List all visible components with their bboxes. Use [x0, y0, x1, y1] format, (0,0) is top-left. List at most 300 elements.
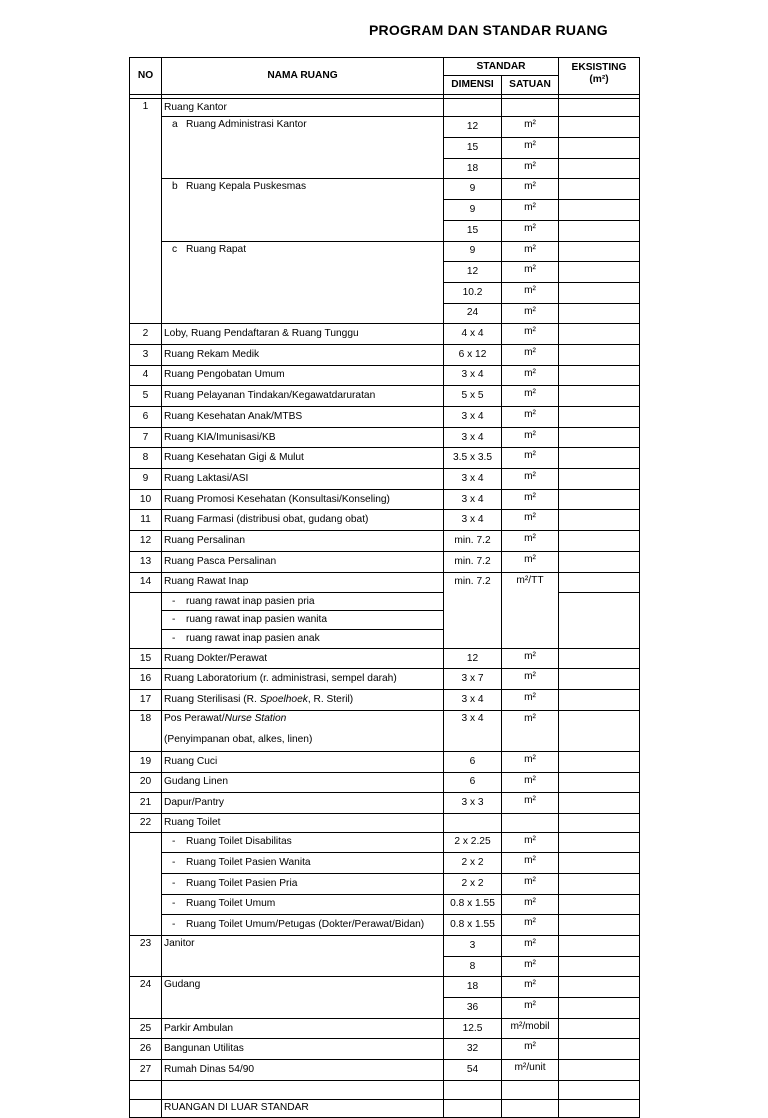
room-name: Ruang Laboratorium (r. administrasi, sempel darah) [162, 669, 444, 690]
unit [502, 894, 559, 915]
unit [502, 936, 559, 957]
unit-label: m² [524, 305, 536, 317]
header-standar: STANDAR [444, 58, 559, 76]
dimension: 12 [444, 262, 502, 283]
unit [502, 551, 559, 572]
unit-label: m² [524, 140, 536, 152]
dimension [444, 1080, 502, 1099]
unit-label: m² [524, 222, 536, 234]
dimension: min. 7.2 [444, 531, 502, 552]
dimension: 3 x 4 [444, 510, 502, 531]
unit-label: m² [524, 512, 536, 524]
existing [559, 853, 640, 874]
dimension: 9 [444, 179, 502, 200]
row-no: 24 [130, 977, 162, 1018]
existing [559, 915, 640, 936]
unit [502, 1099, 559, 1118]
room-name: Dapur/Pantry [162, 793, 444, 814]
sub-room-name: c Ruang Rapat [162, 241, 444, 324]
unit [502, 386, 559, 407]
table-row [130, 894, 640, 915]
table-row [130, 772, 640, 793]
row-no: 15 [130, 648, 162, 669]
existing [559, 1060, 640, 1081]
room-name: Ruang Pengobatan Umum [162, 365, 444, 386]
row-no [130, 873, 162, 894]
table-row [130, 690, 640, 711]
row-no: 7 [130, 427, 162, 448]
row-no [130, 853, 162, 874]
dimension: 6 x 12 [444, 344, 502, 365]
room-name: Ruang Farmasi (distribusi obat, gudang obat) [162, 510, 444, 531]
table-row [130, 592, 640, 611]
dimension: 3 x 4 [444, 710, 502, 751]
room-name: Parkir Ambulan [162, 1018, 444, 1039]
dimension: 5 x 5 [444, 386, 502, 407]
room-name: Rumah Dinas 54/90 [162, 1060, 444, 1081]
table-row [130, 344, 640, 365]
unit-label: m² [524, 671, 536, 683]
dimension: 3 [444, 936, 502, 957]
unit-label: m² [524, 875, 536, 887]
unit [502, 427, 559, 448]
unit-label: m² [524, 712, 536, 724]
existing [559, 489, 640, 510]
unit [502, 648, 559, 669]
existing [559, 1099, 640, 1118]
row-no: 16 [130, 669, 162, 690]
row-no: 8 [130, 448, 162, 469]
dimension: 32 [444, 1039, 502, 1060]
table-row [130, 1080, 640, 1099]
existing [559, 303, 640, 324]
row-no: 20 [130, 772, 162, 793]
row-no: 17 [130, 690, 162, 711]
room-name: Ruang Pasca Persalinan [162, 551, 444, 572]
room-name [162, 1080, 444, 1099]
room-name: Ruang Promosi Kesehatan (Konsultasi/Konseling) [162, 489, 444, 510]
table-row [130, 611, 640, 630]
existing [559, 611, 640, 630]
existing [559, 630, 640, 649]
existing [559, 873, 640, 894]
header-eksisting: EKSISTING (m²) [559, 58, 640, 95]
existing [559, 158, 640, 179]
unit-label: m²/mobil [510, 1020, 550, 1032]
existing [559, 832, 640, 853]
row-no: 9 [130, 469, 162, 490]
unit [502, 1018, 559, 1039]
header-no: NO [130, 58, 162, 95]
dimension: 0.8 x 1.55 [444, 894, 502, 915]
dimension: 3 x 4 [444, 407, 502, 428]
room-name: Ruang Sterilisasi (R. Spoelhoek, R. Steril) [162, 690, 444, 711]
dimension: 0.8 x 1.55 [444, 915, 502, 936]
room-standard-table [129, 57, 640, 1118]
row-no: 13 [130, 551, 162, 572]
table-row [130, 873, 640, 894]
existing [559, 956, 640, 977]
existing [559, 936, 640, 957]
existing [559, 648, 640, 669]
row-no: 18 [130, 710, 162, 751]
dimension: 9 [444, 200, 502, 221]
row-no: 6 [130, 407, 162, 428]
unit-label: m² [524, 160, 536, 172]
table-row [130, 813, 640, 832]
room-name: Pos Perawat/Nurse Station (Penyimpanan obat, alkes, linen) [162, 710, 444, 751]
row-no [130, 592, 162, 611]
sub-room-name: - ruang rawat inap pasien pria [162, 592, 444, 611]
dimension: 36 [444, 998, 502, 1019]
existing [559, 690, 640, 711]
existing [559, 344, 640, 365]
dimension: 3.5 x 3.5 [444, 448, 502, 469]
dimension: 3 x 4 [444, 365, 502, 386]
dimension: 15 [444, 220, 502, 241]
row-no: 27 [130, 1060, 162, 1081]
unit-label: m² [524, 1000, 536, 1012]
unit [502, 1060, 559, 1081]
sub-room-name: - Ruang Toilet Disabilitas [162, 832, 444, 853]
row-no [130, 832, 162, 853]
unit-label: m² [524, 795, 536, 807]
unit [502, 853, 559, 874]
existing [559, 200, 640, 221]
unit [502, 1039, 559, 1060]
header-nama-ruang: NAMA RUANG [162, 58, 444, 95]
unit [502, 407, 559, 428]
room-name: Ruang KIA/Imunisasi/KB [162, 427, 444, 448]
row-no [130, 894, 162, 915]
existing [559, 572, 640, 592]
unit-label: m² [524, 388, 536, 400]
dimension: 3 x 4 [444, 427, 502, 448]
unit-label: m² [524, 326, 536, 338]
unit-label: m² [524, 753, 536, 765]
page-title: PROGRAM DAN STANDAR RUANG [369, 22, 608, 38]
unit [502, 669, 559, 690]
table-row [130, 832, 640, 853]
unit-label: m² [524, 533, 536, 545]
dimension: 2 x 2 [444, 873, 502, 894]
dimension: 9 [444, 241, 502, 262]
dimension: 3 x 4 [444, 469, 502, 490]
row-no [130, 1080, 162, 1099]
existing [559, 1080, 640, 1099]
unit [502, 630, 559, 649]
table-row [130, 751, 640, 772]
table-row [130, 1060, 640, 1081]
dimension: 24 [444, 303, 502, 324]
row-no: 11 [130, 510, 162, 531]
table-row [130, 710, 640, 751]
unit [502, 469, 559, 490]
sub-room-name: - Ruang Toilet Umum/Petugas (Dokter/Perawat/Bidan) [162, 915, 444, 936]
unit [502, 751, 559, 772]
table-row [130, 630, 640, 649]
room-name: RUANGAN DI LUAR STANDAR [162, 1099, 444, 1118]
existing [559, 469, 640, 490]
room-name: Ruang Rawat Inap [162, 572, 444, 592]
unit-label: m² [524, 202, 536, 214]
existing [559, 448, 640, 469]
row-no: 2 [130, 324, 162, 345]
unit [502, 344, 559, 365]
unit [502, 793, 559, 814]
dimension: 3 x 4 [444, 690, 502, 711]
unit-label: m²/TT [516, 574, 544, 586]
dimension: 3 x 4 [444, 489, 502, 510]
table-row [130, 489, 640, 510]
existing [559, 427, 640, 448]
existing [559, 365, 640, 386]
existing [559, 241, 640, 262]
dimension: 6 [444, 772, 502, 793]
dimension: 6 [444, 751, 502, 772]
table-row [130, 936, 640, 957]
row-no [130, 915, 162, 936]
dimension [444, 611, 502, 630]
dimension: 3 x 7 [444, 669, 502, 690]
room-name: Ruang Persalinan [162, 531, 444, 552]
table-row [130, 1039, 640, 1060]
dimension: 8 [444, 956, 502, 977]
row-no [130, 630, 162, 649]
dimension [444, 813, 502, 832]
dimension: 3 x 3 [444, 793, 502, 814]
table-row [130, 551, 640, 572]
unit [502, 262, 559, 283]
unit-label: m² [524, 119, 536, 131]
row-no: 10 [130, 489, 162, 510]
existing [559, 386, 640, 407]
existing [559, 669, 640, 690]
room-name: Ruang Rekam Medik [162, 344, 444, 365]
table-row [130, 117, 640, 138]
dimension: 18 [444, 977, 502, 998]
table-row [130, 1099, 640, 1118]
table-row [130, 510, 640, 531]
room-name: Ruang Laktasi/ASI [162, 469, 444, 490]
unit-label: m²/unit [514, 1062, 546, 1074]
unit [502, 179, 559, 200]
row-no [130, 611, 162, 630]
existing [559, 531, 640, 552]
unit-label: m² [524, 346, 536, 358]
table-row [130, 324, 640, 345]
table-row [130, 407, 640, 428]
unit [502, 956, 559, 977]
unit [502, 611, 559, 630]
table-row [130, 793, 640, 814]
table-row [130, 669, 640, 690]
table-row [130, 241, 640, 262]
table-row [130, 179, 640, 200]
sub-room-name: - Ruang Toilet Umum [162, 894, 444, 915]
existing [559, 220, 640, 241]
unit [502, 572, 559, 592]
dimension: 4 x 4 [444, 324, 502, 345]
dimension: 18 [444, 158, 502, 179]
dimension [444, 98, 502, 117]
existing [559, 282, 640, 303]
unit [502, 592, 559, 611]
unit [502, 241, 559, 262]
unit-label: m² [524, 692, 536, 704]
existing [559, 407, 640, 428]
existing [559, 98, 640, 117]
header-satuan: SATUAN [502, 76, 559, 95]
unit-label: m² [524, 284, 536, 296]
table-row [130, 365, 640, 386]
table-row [130, 386, 640, 407]
row-no: 22 [130, 813, 162, 832]
room-name: Ruang Cuci [162, 751, 444, 772]
unit [502, 772, 559, 793]
dimension: 12 [444, 117, 502, 138]
room-name: Bangunan Utilitas [162, 1039, 444, 1060]
table-row [130, 977, 640, 998]
sub-room-name: - Ruang Toilet Pasien Pria [162, 873, 444, 894]
unit-label: m² [524, 491, 536, 503]
unit-label: m² [524, 979, 536, 991]
room-name: Ruang Toilet [162, 813, 444, 832]
unit-label: m² [524, 834, 536, 846]
unit-label: m² [524, 917, 536, 929]
dimension: min. 7.2 [444, 572, 502, 592]
unit [502, 98, 559, 117]
row-no: 5 [130, 386, 162, 407]
unit [502, 690, 559, 711]
existing [559, 1018, 640, 1039]
sub-room-name: - ruang rawat inap pasien wanita [162, 611, 444, 630]
dimension [444, 630, 502, 649]
row-no: 12 [130, 531, 162, 552]
existing [559, 510, 640, 531]
room-name: Gudang Linen [162, 772, 444, 793]
unit-label: m² [524, 429, 536, 441]
table-row [130, 572, 640, 592]
unit [502, 1080, 559, 1099]
table-row [130, 915, 640, 936]
existing [559, 117, 640, 138]
unit [502, 977, 559, 998]
room-name: Ruang Kesehatan Gigi & Mulut [162, 448, 444, 469]
existing [559, 324, 640, 345]
unit-label: m² [524, 264, 536, 276]
room-name: Ruang Kesehatan Anak/MTBS [162, 407, 444, 428]
existing [559, 998, 640, 1019]
table-row [130, 469, 640, 490]
unit [502, 510, 559, 531]
unit [502, 915, 559, 936]
row-no: 4 [130, 365, 162, 386]
row-no [130, 1099, 162, 1118]
dimension [444, 1099, 502, 1118]
unit-label: m² [524, 1041, 536, 1053]
unit [502, 448, 559, 469]
room-name: Janitor [162, 936, 444, 977]
unit [502, 489, 559, 510]
unit-label: m² [524, 774, 536, 786]
unit [502, 531, 559, 552]
unit [502, 813, 559, 832]
row-no: 3 [130, 344, 162, 365]
room-name: Ruang Pelayanan Tindakan/Kegawatdaruratan [162, 386, 444, 407]
row-no: 21 [130, 793, 162, 814]
table-row [130, 427, 640, 448]
unit [502, 365, 559, 386]
unit-label: m² [524, 181, 536, 193]
sub-room-name: - ruang rawat inap pasien anak [162, 630, 444, 649]
sub-room-name: a Ruang Administrasi Kantor [162, 117, 444, 179]
dimension: min. 7.2 [444, 551, 502, 572]
dimension [444, 592, 502, 611]
unit [502, 220, 559, 241]
room-name: Loby, Ruang Pendaftaran & Ruang Tunggu [162, 324, 444, 345]
unit-label: m² [524, 855, 536, 867]
unit [502, 998, 559, 1019]
unit-label: m² [524, 450, 536, 462]
existing [559, 793, 640, 814]
unit-label: m² [524, 650, 536, 662]
table-row [130, 98, 640, 117]
existing [559, 262, 640, 283]
existing [559, 894, 640, 915]
unit-label: m² [524, 243, 536, 255]
room-name: Ruang Kantor [162, 98, 444, 117]
table-row [130, 853, 640, 874]
existing [559, 138, 640, 159]
unit [502, 138, 559, 159]
row-no: 25 [130, 1018, 162, 1039]
unit [502, 117, 559, 138]
row-no: 1 [130, 98, 162, 324]
unit [502, 324, 559, 345]
sub-room-name: b Ruang Kepala Puskesmas [162, 179, 444, 241]
unit [502, 832, 559, 853]
dimension: 54 [444, 1060, 502, 1081]
dimension: 2 x 2.25 [444, 832, 502, 853]
row-no: 23 [130, 936, 162, 977]
existing [559, 772, 640, 793]
existing [559, 813, 640, 832]
existing [559, 751, 640, 772]
dimension: 10.2 [444, 282, 502, 303]
table-row [130, 448, 640, 469]
room-name: Gudang [162, 977, 444, 1018]
unit-label: m² [524, 553, 536, 565]
unit [502, 158, 559, 179]
unit [502, 873, 559, 894]
existing [559, 710, 640, 751]
unit [502, 200, 559, 221]
unit [502, 710, 559, 751]
room-name: Ruang Dokter/Perawat [162, 648, 444, 669]
dimension: 12.5 [444, 1018, 502, 1039]
table-row [130, 648, 640, 669]
existing [559, 179, 640, 200]
unit-label: m² [524, 409, 536, 420]
unit-label: m² [524, 958, 536, 970]
unit-label: m² [524, 938, 536, 949]
table-row [130, 58, 640, 76]
row-no: 14 [130, 572, 162, 592]
existing [559, 592, 640, 611]
unit-label: m² [524, 471, 536, 483]
existing [559, 551, 640, 572]
